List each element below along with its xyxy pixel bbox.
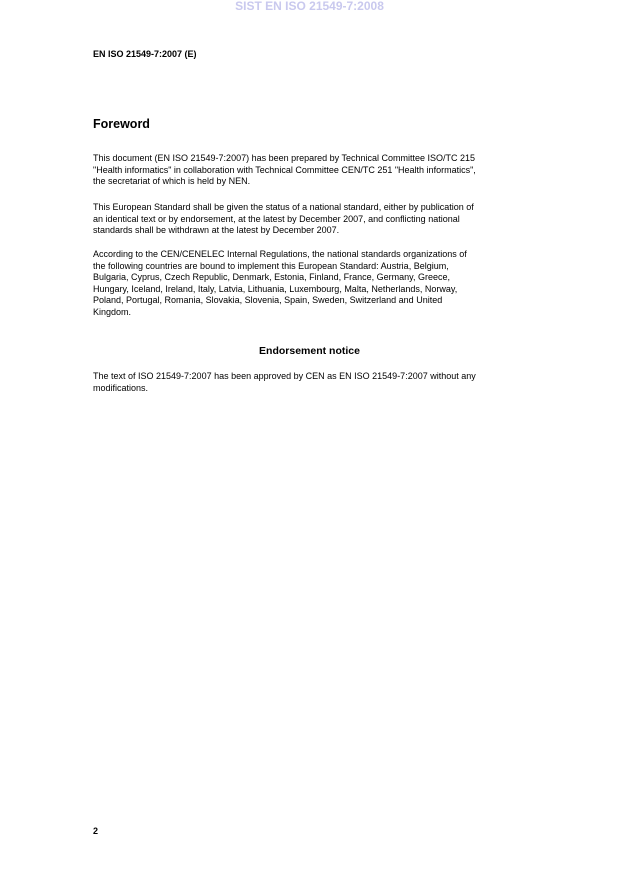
document-header: EN ISO 21549-7:2007 (E) [93, 49, 197, 59]
text-line: This document (EN ISO 21549-7:2007) has been prepared by Technical Committee ISO/TC 215 [93, 153, 476, 163]
foreword-paragraph-2 [93, 202, 474, 237]
text-line: Poland, Portugal, Romania, Slovakia, Slovenia, Spain, Sweden, Switzerland and United [93, 295, 443, 306]
foreword-paragraph-3 [93, 249, 467, 319]
text-line: the secretariat of which is held by NEN. [93, 176, 251, 187]
text-line: Bulgaria, Cyprus, Czech Republic, Denmark, Estonia, Finland, France, Germany, Greece, [93, 272, 450, 283]
text-line: "Health informatics" in collaboration with Technical Committee CEN/TC 251 "Health informatics", [93, 164, 476, 175]
text-line: modifications. [93, 382, 149, 393]
text-line: Hungary, Iceland, Ireland, Italy, Latvia, Lithuania, Luxembourg, Malta, Netherlands, Norway, [93, 283, 458, 294]
text-line: According to the CEN/CENELEC Internal Regulations, the national standards organizations of [93, 249, 467, 259]
text-line: an identical text or by endorsement, at the latest by December 2007, and conflicting national [93, 213, 460, 224]
text-line: Kingdom. [93, 306, 132, 317]
text-line: The text of ISO 21549-7:2007 has been approved by CEN as EN ISO 21549-7:2007 without any [93, 371, 476, 381]
text-line: This European Standard shall be given the status of a national standard, either by publication of [93, 202, 474, 212]
endorsement-paragraph [93, 371, 476, 394]
endorsement-heading: Endorsement notice [259, 345, 360, 357]
watermark: SIST EN ISO 21549-7:2008 [235, 0, 384, 13]
page-number: 2 [93, 826, 99, 836]
text-line: the following countries are bound to implement this European Standard: Austria, Belgium, [93, 260, 449, 271]
text-line: standards shall be withdrawn at the latest by December 2007. [93, 225, 340, 236]
foreword-paragraph-1 [93, 153, 476, 188]
foreword-heading: Foreword [93, 117, 150, 131]
